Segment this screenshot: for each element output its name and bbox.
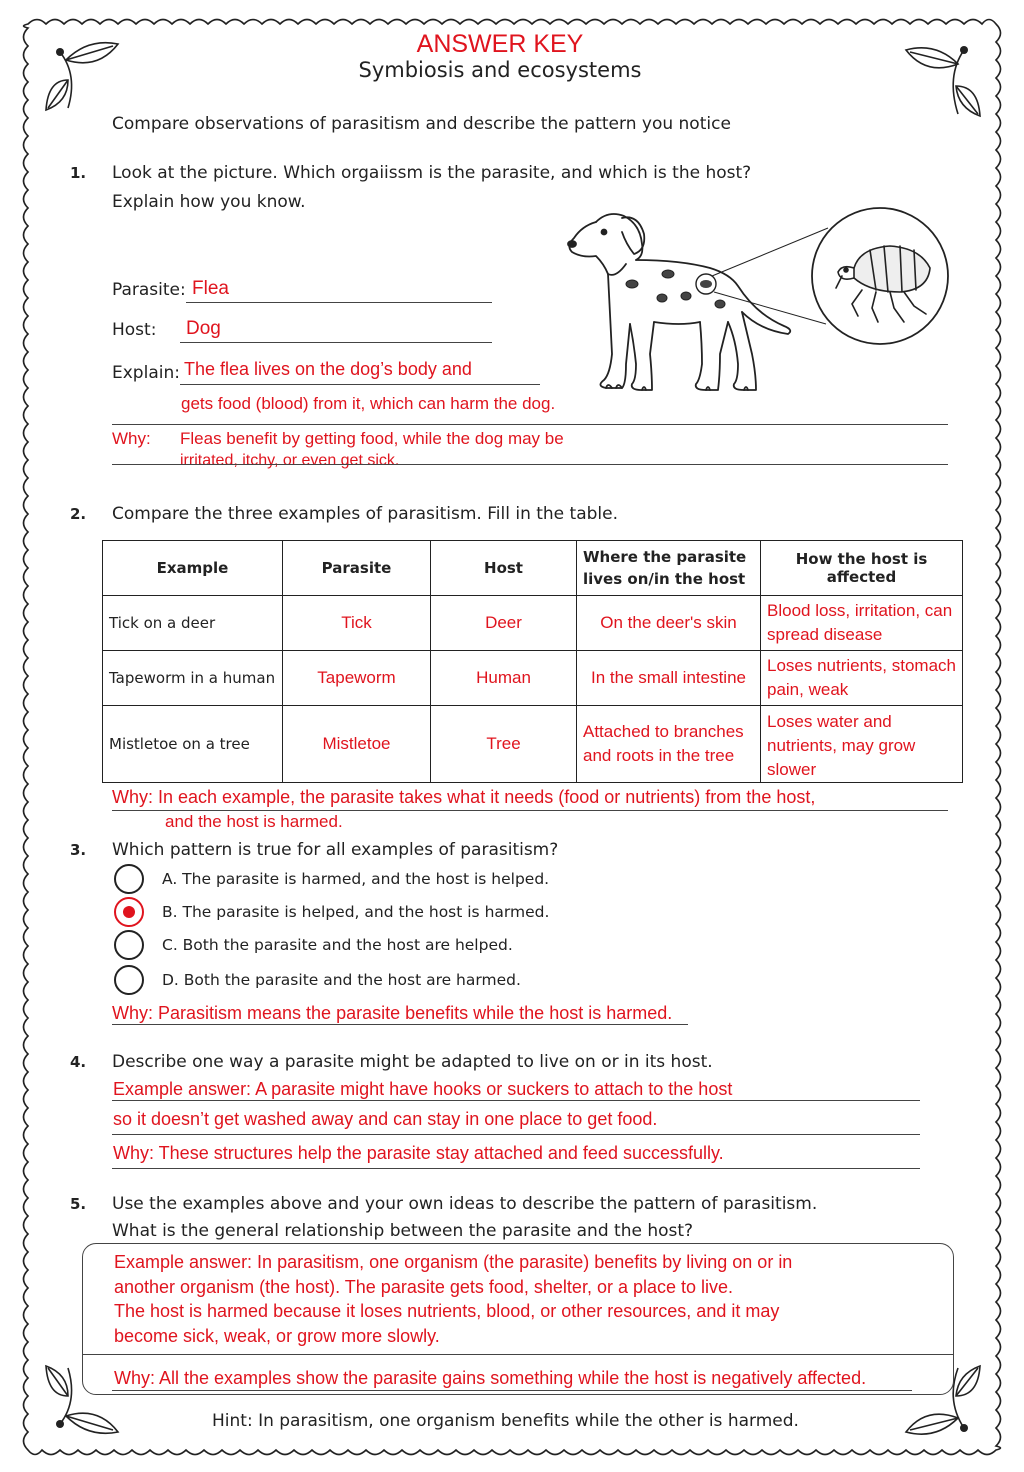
- q5-number: 5.: [70, 1195, 87, 1213]
- q3-question: Which pattern is true for all examples of parasitism?: [112, 840, 559, 860]
- cell-host: Human: [431, 651, 577, 706]
- cell-parasite: Tapeworm: [283, 651, 431, 706]
- header-example: Example: [103, 541, 283, 596]
- host-label: Host:: [112, 320, 157, 340]
- cell-parasite: Tick: [283, 596, 431, 651]
- cell-effect: Loses nutrients, stomach pain, weak: [761, 651, 963, 706]
- q5-question-line1: Use the examples above and your own ideas to describe the pattern of parasitism.: [112, 1194, 818, 1214]
- header-parasite: Parasite: [283, 541, 431, 596]
- q2-number: 2.: [70, 505, 87, 523]
- cell-parasite: Mistletoe: [283, 706, 431, 783]
- cell-example: Tick on a deer: [103, 596, 283, 651]
- q2-question: Compare the three examples of parasitism. Fill in the table.: [112, 504, 619, 524]
- option-d-radio[interactable]: [114, 965, 144, 995]
- cell-host: Deer: [431, 596, 577, 651]
- option-a-radio[interactable]: [114, 864, 144, 894]
- cell-host: Tree: [431, 706, 577, 783]
- explain-line2: gets food (blood) from it, which can harm the dog.: [181, 394, 556, 413]
- dog-with-fleas-illustration: [560, 204, 960, 400]
- cell-effect: Loses water and nutrients, may grow slower: [761, 706, 963, 783]
- cell-example: Mistletoe on a tree: [103, 706, 283, 783]
- option-b-label: B. The parasite is helped, and the host is harmed.: [162, 903, 550, 921]
- table-row: [103, 706, 963, 783]
- q4-number: 4.: [70, 1053, 87, 1071]
- option-c-label: C. Both the parasite and the host are helped.: [162, 936, 513, 954]
- q5-answer-line2: another organism (the host). The parasite gets food, shelter, or a place to live.: [114, 1277, 734, 1297]
- q1-why-label: Why:: [112, 429, 151, 448]
- table-header-row: [103, 541, 963, 596]
- answer-key-title: ANSWER KEY: [416, 30, 584, 58]
- q1-question-line2: Explain how you know.: [112, 192, 306, 212]
- q4-why: Why: These structures help the parasite stay attached and feed successfully.: [113, 1143, 724, 1163]
- q4-question: Describe one way a parasite might be adapted to live on or in its host.: [112, 1052, 713, 1072]
- q5-answer-line3: The host is harmed because it loses nutrients, blood, or other resources, and it may: [114, 1301, 780, 1321]
- q1-question-line1: Look at the picture. Which orgaiissm is the parasite, and which is the host?: [112, 163, 752, 183]
- option-c-radio[interactable]: [114, 930, 144, 960]
- comparison-table: [102, 540, 963, 783]
- cell-where: Attached to branches and roots in the tree: [577, 706, 761, 783]
- q4-answer-line2: so it doesn’t get washed away and can stay in one place to get food.: [113, 1109, 658, 1129]
- q5-question-line2: What is the general relationship between the parasite and the host?: [112, 1221, 694, 1241]
- parasite-answer: Flea: [192, 278, 229, 299]
- cell-effect: Blood loss, irritation, can spread disease: [761, 596, 963, 651]
- q5-answer-line4: become sick, weak, or grow more slowly.: [114, 1326, 440, 1346]
- q2-why-line2: and the host is harmed.: [165, 812, 343, 831]
- cell-example: Tapeworm in a human: [103, 651, 283, 706]
- option-b-radio[interactable]: [114, 897, 144, 927]
- header-host: Host: [431, 541, 577, 596]
- explain-line1: The flea lives on the dog’s body and: [184, 359, 472, 379]
- q3-number: 3.: [70, 841, 87, 859]
- q2-why-line1: Why: In each example, the parasite takes what it needs (food or nutrients) from the host,: [112, 787, 816, 807]
- intro-text: Compare observations of parasitism and describe the pattern you notice: [112, 114, 731, 134]
- q1-why-line2: irritated, itchy, or even get sick.: [180, 452, 400, 469]
- table-row: [103, 596, 963, 651]
- cell-where: In the small intestine: [577, 651, 761, 706]
- hint-text: Hint: In parasitism, one organism benefits while the other is harmed.: [212, 1411, 799, 1431]
- q1-why-line1: Fleas benefit by getting food, while the dog may be: [180, 429, 564, 448]
- q5-answer-line1: Example answer: In parasitism, one organism (the parasite) benefits by living on or in: [114, 1252, 793, 1272]
- table-row: [103, 651, 963, 706]
- q5-why: Why: All the examples show the parasite gains something while the host is negatively affected.: [114, 1368, 867, 1388]
- q4-answer-line1: Example answer: A parasite might have hooks or suckers to attach to the host: [113, 1079, 733, 1099]
- header-effect: How the host is affected: [761, 541, 963, 596]
- q1-number: 1.: [70, 164, 87, 182]
- parasite-label: Parasite:: [112, 280, 186, 300]
- page-subtitle: Symbiosis and ecosystems: [358, 58, 642, 82]
- host-answer: Dog: [186, 318, 221, 339]
- explain-label: Explain:: [112, 363, 180, 383]
- q3-why: Why: Parasitism means the parasite benefits while the host is harmed.: [112, 1003, 673, 1023]
- header-where: Where the parasite lives on/in the host: [577, 541, 761, 596]
- cell-where: On the deer's skin: [577, 596, 761, 651]
- option-a-label: A. The parasite is harmed, and the host is helped.: [162, 870, 550, 888]
- option-d-label: D. Both the parasite and the host are harmed.: [162, 971, 521, 989]
